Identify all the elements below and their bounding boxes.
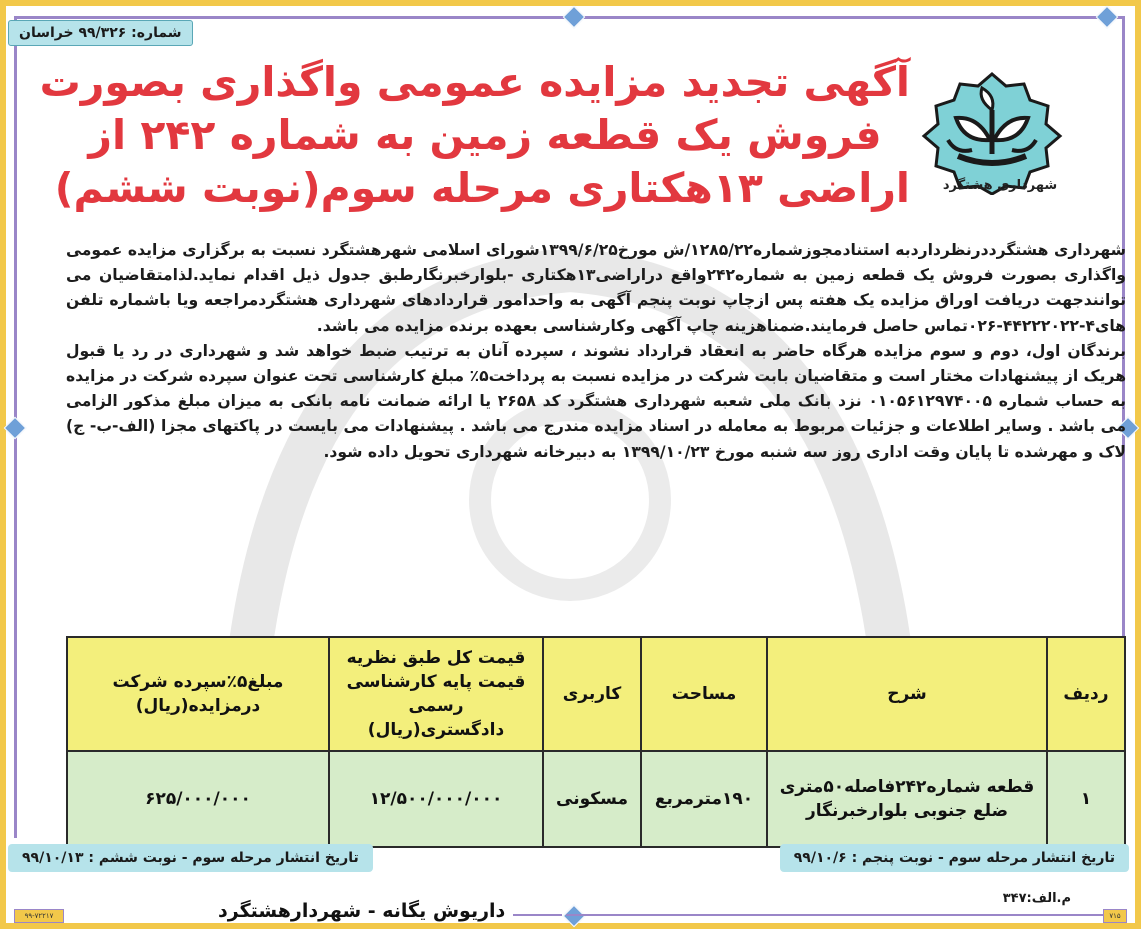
frame-top-border — [0, 0, 1141, 6]
advert-code: م.الف:۳۴۷ — [1002, 891, 1071, 906]
header-deposit: مبلغ۵٪سپرده شرکت درمزایده(ریال) — [67, 637, 329, 751]
auction-table — [66, 636, 1126, 848]
table-header-row — [67, 637, 1125, 751]
publication-date-sixth: تاریخ انتشار مرحله سوم - نوبت ششم : ۹۹/۱۰/۱۳ — [8, 844, 373, 872]
signature-divider — [566, 914, 1106, 916]
header-area: مساحت — [641, 637, 767, 751]
table-row — [67, 751, 1125, 847]
cell-deposit: ۶۲۵/۰۰۰/۰۰۰ — [67, 751, 329, 847]
notice-body — [66, 238, 1126, 465]
frame-right-border — [1135, 0, 1141, 929]
header-row-number: ردیف — [1047, 637, 1125, 751]
body-paragraph-2: برندگان اول، دوم و سوم مزایده هرگاه حاضر به انعقاد قرارداد نشوند ، سپرده آنان به ترتیب ضبط خواهد شد و شهرداری در رد یا قبول هریک از پیشنهادات مختار است و متقاضیان بابت شرکت در مزایده نسبت به پرداخت۵٪ مبلغ کارشناسی تحت عنوان سپرده شرکت در مزایده به حساب شماره ۰۱۰۵۶۱۲۹۷۴۰۰۵ نزد بانک ملی شعبه شهرداری هشتگرد کد ۲۶۵۸ یا ارائه ضمانت نامه بانکی به میزان مبلغ مذکور الزامی می باشد . وسایر اطلاعات و جزئیات مربوط به معامله در اسناد مزایده مندرج می باشد . پیشنهادات می بایست در پاکتهای مجزا (الف-ب- ج) لاک و مهرشده تا پایان وقت اداری روز سه شنبه مورخ ۱۳۹۹/۱۰/۲۳ به دبیرخانه شهرداری تحویل داده شود. — [66, 341, 1127, 461]
frame-left-border — [0, 0, 6, 929]
body-paragraph-1: شهرداری هشتگرددرنظرداردبه استنادمجوزشماره۱۲۸۵/۲۲/ش مورخ۱۳۹۹/۶/۲۵شورای اسلامی شهرهشتگرد نسبت به برگزاری مزایده عمومی واگذاری بصورت فروش یک قطعه زمین به شماره۲۴۲واقع دراراضی۱۳هکتاری -بلوارخبرنگارطبق جدول ذیل اقدام نماید.لذامتقاضیان می توانندجهت دریافت اوراق مزایده یک هفته پس ازچاپ نوبت پنجم آگهی به واحدامور قراردادهای شهرداری هشتگردمراجعه ویا باشماره تلفن های۴-۴۴۲۲۲۰۲۲-۰۲۶تماس حاصل فرمایند.ضمناهزینه چاپ آگهی وکارشناسی بعهده برنده مزایده می باشد. — [66, 241, 1126, 335]
right-corner-tag: ۷۱۵ — [1103, 909, 1127, 923]
header-description: شرح — [767, 637, 1047, 751]
signature: داریوش یگانه - شهردارهشتگرد — [210, 900, 513, 922]
title-line-2: فروش یک قطعه زمین به شماره ۲۴۲ از — [88, 111, 882, 159]
notice-number: شماره: ۹۹/۳۲۶ خراسان — [8, 20, 193, 46]
left-corner-tag: ۹۹-۷۲۲۱۷ — [14, 909, 64, 923]
page-title — [39, 56, 910, 215]
cell-area: ۱۹۰مترمربع — [641, 751, 767, 847]
cell-row-number: ۱ — [1047, 751, 1125, 847]
publication-date-fifth: تاریخ انتشار مرحله سوم - نوبت پنجم : ۹۹/۱۰/۶ — [780, 844, 1129, 872]
cell-total-price: ۱۲/۵۰۰/۰۰۰/۰۰۰ — [329, 751, 543, 847]
title-line-1: آگهی تجدید مزایده عمومی واگذاری بصورت — [39, 58, 910, 106]
cell-usage: مسکونی — [543, 751, 641, 847]
header-total-price: قیمت کل طبق نظریه قیمت پایه کارشناسی رسمی دادگستری(ریال) — [329, 637, 543, 751]
municipality-emblem-icon — [912, 70, 1072, 195]
logo-caption: شهرداری هشتگرد — [942, 178, 1058, 193]
header-usage: کاربری — [543, 637, 641, 751]
cell-description: قطعه شماره۲۴۲فاصله۵۰متری ضلع جنوبی بلوارخبرنگار — [767, 751, 1047, 847]
title-line-3: اراضی ۱۳هکتاری مرحله سوم(نوبت ششم) — [54, 164, 910, 212]
